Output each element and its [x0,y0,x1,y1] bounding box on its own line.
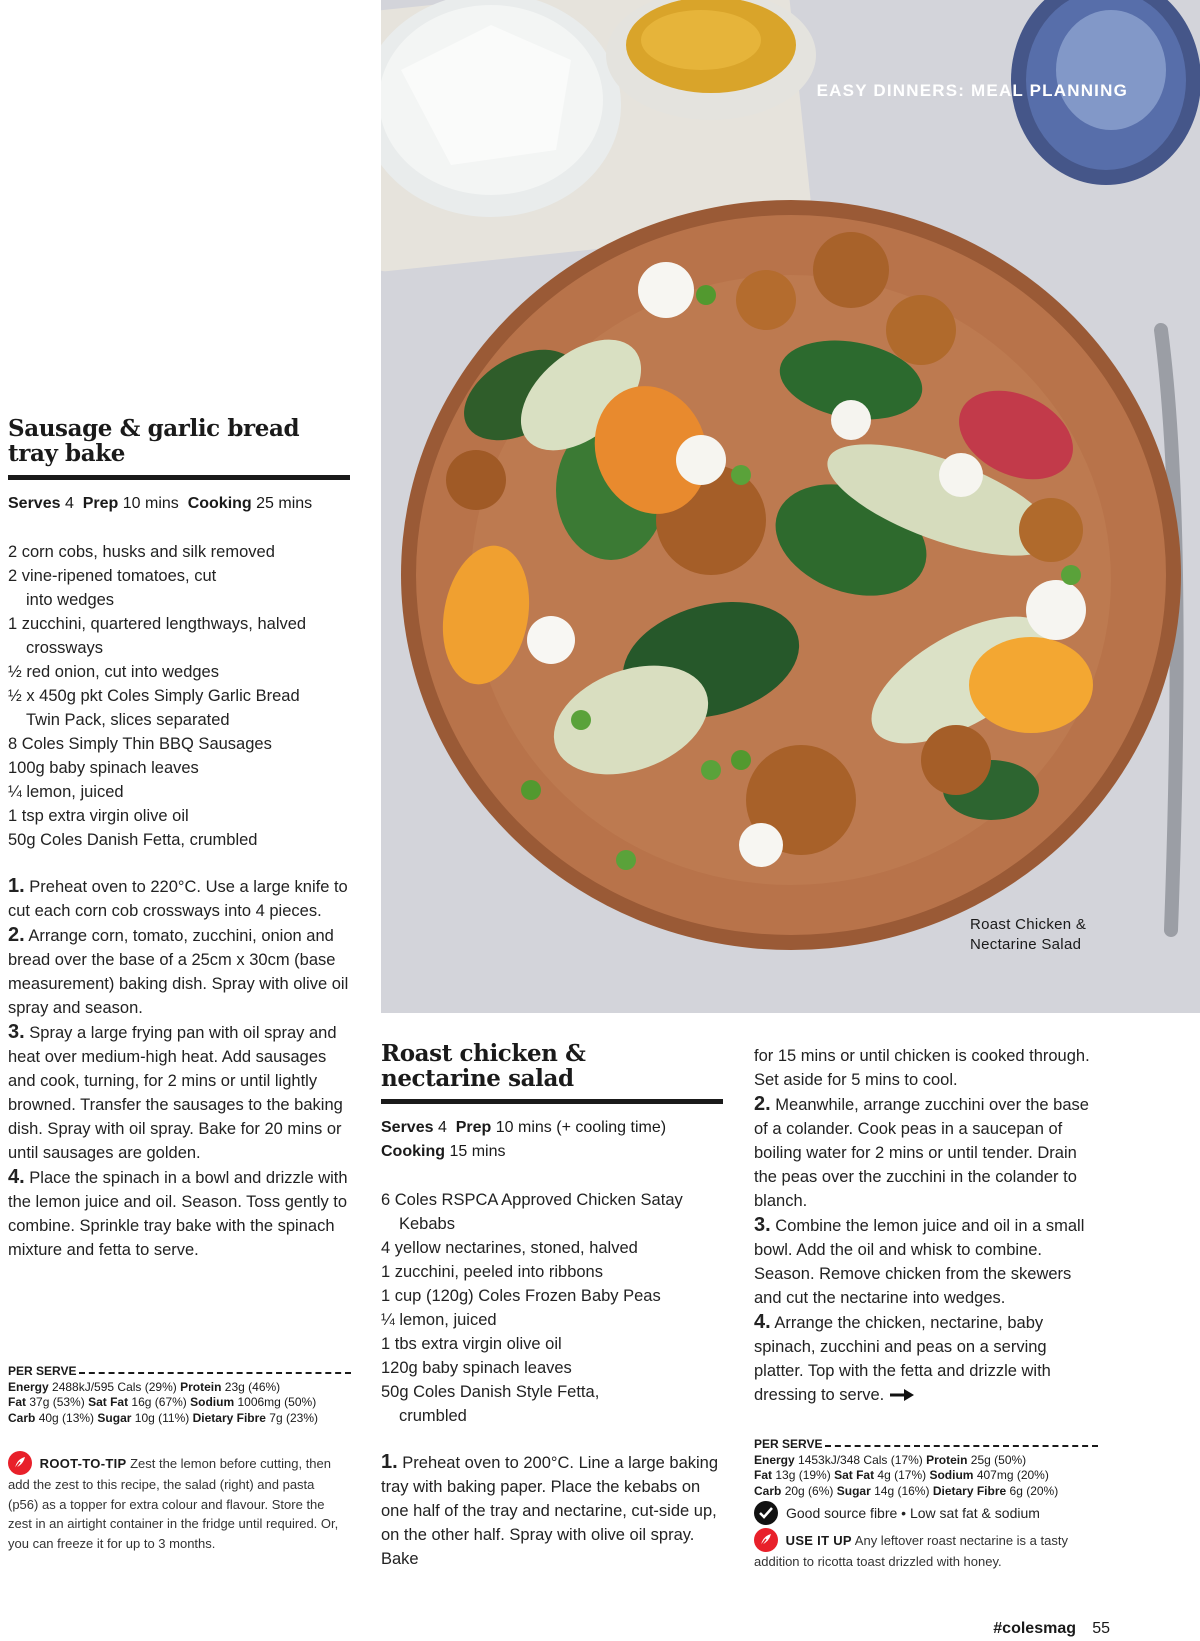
ingredient-item: 1 zucchini, peeled into ribbons [381,1263,603,1281]
cooking-label: Cooking [187,495,252,512]
prep-label: Prep [82,495,119,512]
prep-value: 10 mins (+ cooling time) [495,1119,667,1136]
ingredient-item: 100g baby spinach leaves [8,759,199,777]
ingredient-item: 50g Coles Danish Style Fetta, crumbled [381,1383,600,1425]
check-icon [754,1501,778,1525]
ingredient-item: 4 yellow nectarines, stoned, halved [381,1239,638,1257]
nutr-value: 4g (17%) [877,1468,927,1482]
step-text: Preheat oven to 200°C. Line a large baking tray with baking paper. Place the kebabs on one half of the tray and nectarine, cut-side up, on the other half. Spray with olive oil spray. Bake [381,1454,719,1568]
nutr-label: Energy [8,1379,49,1394]
step-text: Meanwhile, arrange zucchini over the base of a colander. Cook peas in a saucepan of boiling water for 2 mins or until tender. Drain the peas over the zucchini in the colander to blanch. [754,1096,1089,1210]
step-text: Combine the lemon juice and oil in a small bowl. Add the oil and whisk to combine. Season. Remove chicken from the skewers and cut the nectarine into wedges. [754,1217,1085,1307]
recipe1-ingredients [8,540,348,852]
nutr-label: Protein [926,1452,968,1467]
recipe1-tip [8,1451,348,1553]
nutr-label: Dietary Fibre [932,1483,1007,1498]
nutr-label: Carb [8,1410,36,1425]
recipe2-method-cont [754,1044,1099,1408]
nutr-label: Fat [8,1395,26,1409]
title-line: nectarine salad [381,1065,574,1092]
nutr-value: 23g (46%) [224,1379,281,1394]
recipe1-method [8,874,351,1262]
nutr-value: 7g (23%) [269,1410,318,1425]
ingredient-item: 50g Coles Danish Fetta, crumbled [8,831,258,849]
nutr-label: Carb [754,1483,782,1498]
recipe2-method-start [381,1450,724,1571]
step-number: 2. [8,924,25,946]
nutrition-heading [754,1437,1098,1453]
nutr-value: 14g (16%) [874,1483,930,1498]
nutr-value: 40g (13%) [38,1410,95,1425]
recipe2-title [381,1041,585,1091]
nutr-value: 407mg (20%) [976,1468,1049,1482]
recipe2-ingredients [381,1188,721,1428]
nutrition-line [8,1411,351,1427]
ingredient-item: ¼ lemon, juiced [381,1311,497,1329]
footer-hashtag: #colesmag [993,1620,1076,1637]
dashed-rule [825,1445,1098,1447]
method-step [8,874,351,923]
nutr-value: 6g (20%) [1009,1483,1059,1498]
serves-value: 4 [64,495,74,512]
nutr-label: Sat Fat [834,1468,875,1482]
step-text: Spray a large frying pan with oil spray and heat over medium-high heat. Add sausages and cook, turning, for 2 mins or until lightly browned. Transfer the sausages to the baking dish. Spray with oil spray. Bake for 20 mins or until sausages are golden. [8,1024,343,1162]
nutrition-heading-text: PER SERVE [754,1437,823,1451]
ingredient-item: ¼ lemon, juiced [8,783,124,801]
nutr-value: 1453kJ/348 Cals (17%) [798,1452,923,1467]
ingredient-item: ½ red onion, cut into wedges [8,663,219,681]
ingredient-item: 8 Coles Simply Thin BBQ Sausages [8,735,272,753]
step-number: 3. [754,1214,771,1236]
photo-caption [970,915,1130,955]
root-to-tip-icon [8,1451,32,1475]
method-step [8,1165,351,1262]
title-line: Roast chicken & [381,1040,586,1067]
caption-line: Nectarine Salad [970,936,1082,953]
hero-photo [381,0,1200,1013]
nutr-value: 13g (19%) [775,1468,831,1482]
recipe1-nutrition [8,1364,351,1426]
recipe1-meta [8,492,312,516]
title-line: tray bake [8,440,125,467]
nutrition-heading [8,1364,351,1380]
method-step-cont: for 15 mins or until chicken is cooked through. Set aside for 5 mins to cool. [754,1047,1090,1089]
nutr-value: 10g (11%) [134,1410,190,1425]
title-rule [381,1099,723,1104]
ingredient-item: 1 tbs extra virgin olive oil [381,1335,562,1353]
dashed-rule [79,1372,351,1374]
nutr-value: 37g (53%) [29,1395,85,1409]
step-number: 1. [381,1451,398,1473]
step-text: Preheat oven to 220°C. Use a large knife to cut each corn cob crossways into 4 pieces. [8,878,348,920]
nutr-label: Energy [754,1452,795,1467]
step-number: 2. [754,1093,771,1115]
caption-line: Roast Chicken & [970,916,1087,933]
prep-value: 10 mins [122,495,179,512]
nutr-label: Sodium [929,1468,974,1482]
nutrition-heading-text: PER SERVE [8,1364,77,1378]
step-number: 3. [8,1021,25,1043]
meta-line [381,1140,726,1164]
serves-label: Serves [381,1119,434,1136]
ingredient-item: 1 cup (120g) Coles Frozen Baby Peas [381,1287,661,1305]
nutr-label: Dietary Fibre [192,1410,266,1425]
method-step [8,923,351,1020]
ingredient-item: 1 tsp extra virgin olive oil [8,807,189,825]
nutr-label: Sat Fat [88,1395,129,1409]
nutr-value: 16g (67%) [131,1395,187,1409]
method-step [8,1020,351,1165]
recipe2-tip [754,1528,1100,1572]
nutr-label: Protein [180,1379,222,1394]
arrow-right-icon [890,1384,914,1408]
ingredient-item: ½ x 450g pkt Coles Simply Garlic Bread Twin Pack, slices separated [8,687,300,729]
nutr-label: Sodium [190,1395,235,1409]
cooking-value: 25 mins [256,495,313,512]
nutrition-line [754,1484,1098,1500]
serves-label: Serves [8,495,61,512]
nutrition-line [754,1453,1098,1469]
badge-text: Good source fibre • Low sat fat & sodium [786,1505,1040,1521]
method-step [381,1450,724,1571]
title-line: Sausage & garlic bread [8,415,300,442]
cooking-value: 15 mins [449,1143,506,1160]
step-text: Arrange corn, tomato, zucchini, onion and bread over the base of a 25cm x 30cm (base measurement) baking dish. Spray with olive oil spray and season. [8,927,349,1017]
nutr-label: Sugar [836,1483,871,1498]
step-number: 1. [8,875,25,897]
cooking-label: Cooking [381,1143,445,1160]
recipe2-nutrition [754,1437,1098,1499]
ingredient-item: 2 corn cobs, husks and silk removed [8,543,275,561]
step-text: Arrange the chicken, nectarine, baby spinach, zucchini and peas on a serving platter. Top with the fetta and drizzle with dressing to serve. [754,1314,1051,1404]
nutrition-line [8,1380,351,1396]
title-rule [8,475,350,480]
recipe2-meta [381,1116,726,1164]
ingredient-item: 120g baby spinach leaves [381,1359,572,1377]
ingredient-item: 1 zucchini, quartered lengthways, halved crossways [8,615,307,657]
salad-illustration [381,0,1200,1013]
nutr-value: 2488kJ/595 Cals (29%) [52,1379,177,1394]
nutr-label: Fat [754,1468,772,1482]
serves-value: 4 [437,1119,447,1136]
tip-label: USE IT UP [785,1533,852,1548]
method-step [754,1310,1099,1408]
nutrition-line [8,1395,351,1411]
ingredient-item: 6 Coles RSPCA Approved Chicken Satay Kebabs [381,1191,683,1233]
method-step [754,1092,1099,1213]
nutrition-line [754,1468,1098,1484]
nutr-value: 20g (6%) [784,1483,834,1498]
tip-text: Zest the lemon before cutting, then add the zest to this recipe, the salad (right) and pasta (p56) as a topper for extra colour and flavour. Store the zest in an airtight container in the fridge until required. Or, you can freeze it for up to 3 months. [8,1456,339,1551]
step-text: Place the spinach in a bowl and drizzle with the lemon juice and oil. Season. Toss gently to combine. Sprinkle tray bake with the spinach mixture and fetta to serve. [8,1169,348,1259]
method-step [754,1213,1099,1310]
ingredient-item: 2 vine-ripened tomatoes, cut into wedges [8,567,217,609]
nutr-value: 25g (50%) [970,1452,1027,1467]
prep-label: Prep [455,1119,492,1136]
nutr-label: Sugar [97,1410,132,1425]
tip-label: ROOT-TO-TIP [39,1456,127,1471]
step-number: 4. [8,1166,25,1188]
page-number: 55 [1092,1620,1110,1637]
recipe1-title [8,416,299,466]
tip-text: Any leftover roast nectarine is a tasty addition to ricotta toast drizzled with honey. [754,1533,1068,1569]
section-label: EASY DINNERS: MEAL PLANNING [816,81,1128,100]
step-number: 4. [754,1311,771,1333]
use-it-up-icon [754,1528,778,1552]
nutr-value: 1006mg (50%) [237,1395,317,1409]
meta-line [381,1116,726,1140]
recipe2-badge [754,1501,1040,1525]
